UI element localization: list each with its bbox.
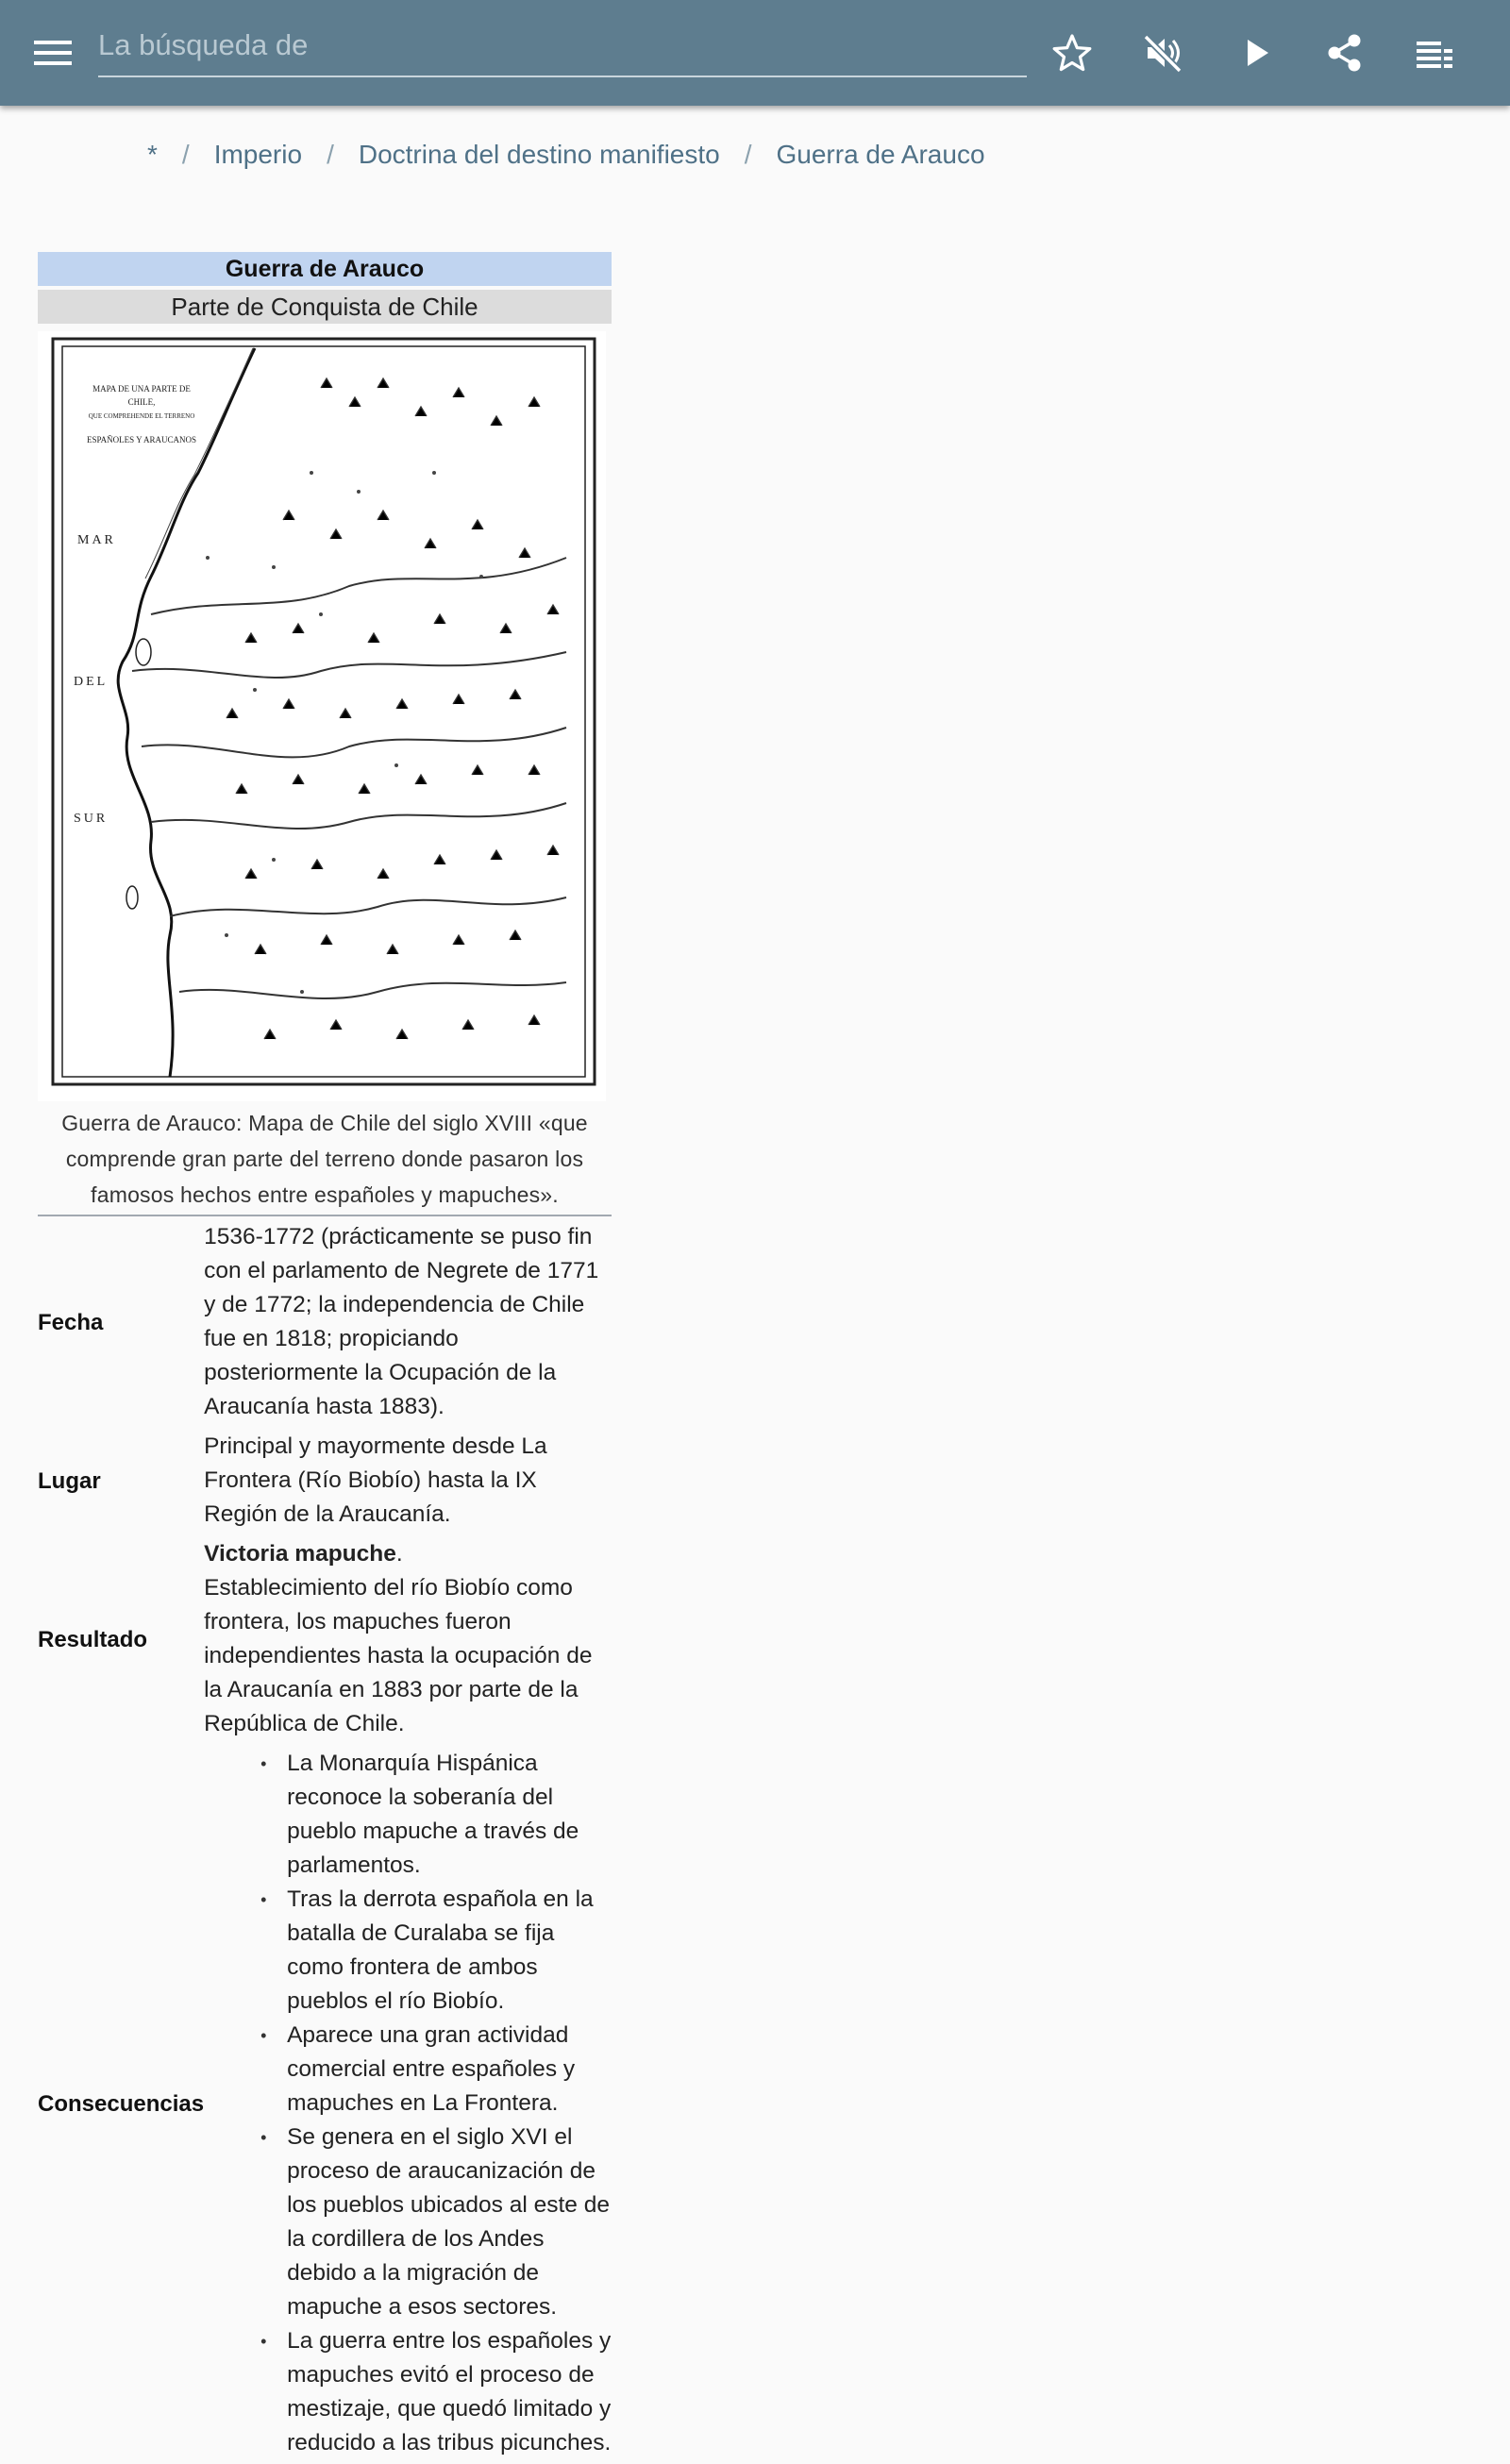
breadcrumb-separator: / — [181, 139, 190, 169]
resultado-period: . — [395, 1541, 403, 1567]
consecuencias-cell — [204, 1745, 612, 2464]
consecuencias-label: Consecuencias — [38, 2091, 205, 2117]
list-item: • Tras la derrota española en la batalla de Curalaba se fija como frontera de ambos pueblos el río Biobío. — [287, 1883, 612, 2019]
lugar-value: Principal y mayormente desde La Frontera (Río Biobío) hasta la IX Región de la Araucanía. — [204, 1433, 547, 1527]
resultado-cell — [204, 1535, 612, 1745]
consecuencias-list — [204, 1747, 612, 2460]
list-item: • Aparece una gran actividad comercial entre españoles y mapuches en La Frontera. — [287, 2019, 612, 2120]
menu-icon[interactable] — [25, 25, 81, 81]
breadcrumb-item-imperio[interactable]: Imperio — [213, 139, 303, 169]
list-item: • La guerra entre los españoles y mapuches evitó el proceso de mestizaje, que quedó limitado y reducido a las tribus picunches. — [287, 2324, 612, 2460]
fecha-label: Fecha — [38, 1310, 104, 1335]
breadcrumb-item-current[interactable]: Guerra de Arauco — [776, 139, 985, 169]
map-caption: Guerra de Arauco: Mapa de Chile del siglo XVIII «que comprende gran parte del terreno donde pasaron los famosos hechos entre españoles y mapuches». — [38, 1101, 612, 1216]
map-sea-label: MAR — [77, 533, 116, 547]
breadcrumb-item-doctrina[interactable]: Doctrina del destino manifiesto — [358, 139, 720, 169]
list-item: • Se genera en el siglo XVI el proceso de araucanización de los pueblos ubicados al este de la cordillera de los Andes debido a la migración de mapuche a esos sectores. — [287, 2120, 612, 2324]
map-title-line: CHILE, — [127, 397, 156, 407]
lugar-label: Lugar — [38, 1468, 101, 1494]
fecha-value: 1536-1772 (prácticamente se puso fin con el parlamento de Negrete de 1771 y de 1772; la independencia de Chile fue en 1818; propiciando posteriormente la Ocupación de la Araucanía hasta 1883). — [204, 1224, 599, 1419]
share-icon[interactable] — [1316, 25, 1372, 81]
map-sea-label: DEL — [74, 675, 109, 689]
breadcrumb-item-home[interactable]: * — [147, 139, 158, 169]
row-consecuencias — [38, 1745, 612, 2464]
breadcrumb — [147, 138, 985, 176]
map-title-line: MAPA DE UNA PARTE DE — [92, 384, 191, 394]
row-fecha — [38, 1218, 612, 1428]
playlist-icon[interactable] — [1406, 25, 1463, 81]
row-lugar — [38, 1428, 612, 1535]
breadcrumb-separator: / — [744, 139, 752, 169]
resultado-label: Resultado — [38, 1627, 148, 1652]
volume-off-icon[interactable] — [1134, 25, 1191, 81]
search-box — [98, 21, 1027, 77]
list-item: • La Monarquía Hispánica reconoce la soberanía del pueblo mapuche a través de parlamentos. — [287, 1747, 612, 1883]
row-resultado — [38, 1535, 612, 1745]
star-icon[interactable] — [1044, 25, 1100, 81]
app-toolbar — [0, 0, 1510, 106]
map-title-line: ESPAÑOLES Y ARAUCANOS — [86, 435, 197, 444]
map-title-line: QUE COMPREHENDE EL TERRENO — [88, 412, 195, 420]
infobox — [38, 252, 612, 2464]
search-input[interactable] — [98, 21, 1027, 70]
infobox-table — [38, 1218, 612, 2464]
infobox-title: Guerra de Arauco — [38, 252, 612, 286]
breadcrumb-separator: / — [327, 139, 334, 169]
map-image[interactable] — [38, 331, 606, 1101]
map-sea-label: SUR — [74, 812, 109, 826]
infobox-subtitle: Parte de Conquista de Chile — [38, 290, 612, 324]
play-icon[interactable] — [1227, 25, 1284, 81]
resultado-value: Establecimiento del río Biobío como frontera, los mapuches fueron independientes hasta la ocupación de la Araucanía en 1883 por parte de la República de Chile. — [204, 1575, 593, 1736]
resultado-outcome: Victoria mapuche — [204, 1541, 396, 1567]
